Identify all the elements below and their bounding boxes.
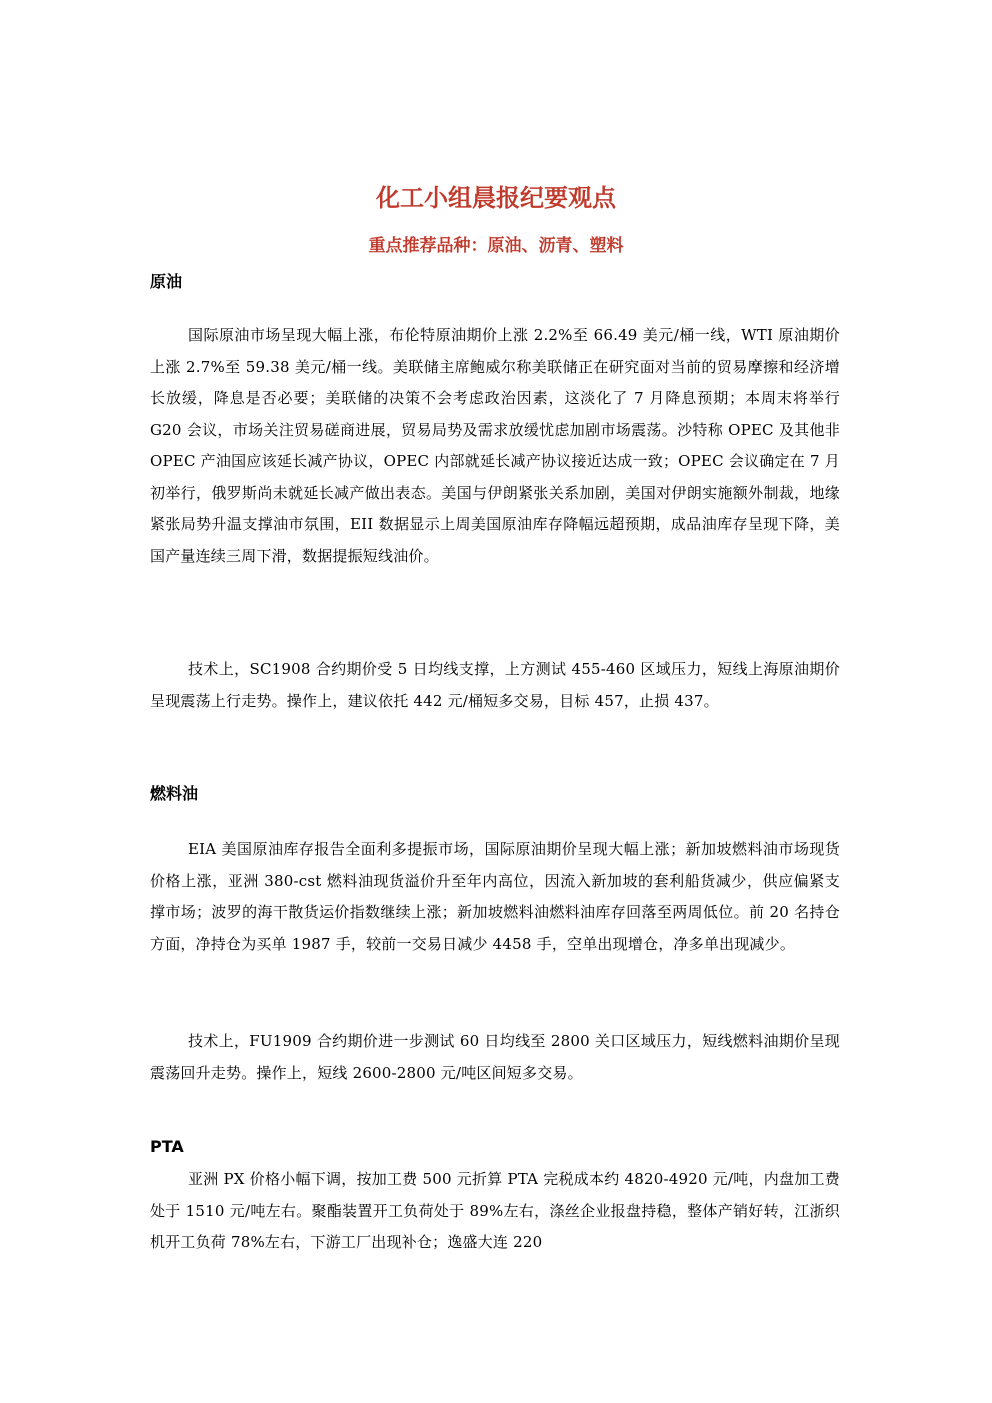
document-subtitle: 重点推荐品种：原油、沥青、塑料: [368, 236, 624, 256]
crude-oil-paragraph-fundamentals: 国际原油市场呈现大幅上涨，布伦特原油期价上涨 2.2%至 66.49 美元/桶一线，WTI 原油期价上涨 2.7%至 59.38 美元/桶一线。美联储主席鲍威尔称美联储正在研究面对当前的贸易摩擦和经济增长放缓，降息是否必要；美联储的决策不会考虑政治因素，这淡化了 7 月降息预期；本周末将举行 G20 会议，市场关注贸易磋商进展，贸易局势及需求放缓忧虑加剧市场震荡。沙特称 OPEC 及其他非 OPEC 产油国应该延长减产协议，OPEC 内部就延长减产协议接近达成一致；OPEC 会议确定在 7 月初举行，俄罗斯尚未就延长减产做出表态。美国与伊朗紧张关系加剧，美国对伊朗实施额外制裁，地缘紧张局势升温支撑油市氛围，EII 数据显示上周美国原油库存降幅远超预期，成品油库存呈现下降，美国产量连续三周下滑，数据提振短线油价。: [150, 326, 840, 565]
crude-oil-paragraph-technical: 技术上，SC1908 合约期价受 5 日均线支撑，上方测试 455-460 区域压力，短线上海原油期价呈现震荡上行走势。操作上，建议依托 442 元/桶短多交易，目标 457，止损 437。: [150, 660, 840, 710]
section-heading-pta: PTA: [150, 1137, 184, 1156]
pta-paragraph-fundamentals: 亚洲 PX 价格小幅下调，按加工费 500 元折算 PTA 完税成本约 4820-4920 元/吨，内盘加工费处于 1510 元/吨左右。聚酯装置开工负荷处于 89%左右，涤丝企业报盘持稳，整体产销好转，江浙织机开工负荷 78%左右，下游工厂出现补仓；逸盛大连 220: [150, 1170, 840, 1251]
fuel-oil-paragraph-fundamentals: EIA 美国原油库存报告全面利多提振市场，国际原油期价呈现大幅上涨；新加坡燃料油市场现货价格上涨，亚洲 380-cst 燃料油现货溢价升至年内高位，因流入新加坡的套利船货减少，供应偏紧支撑市场；波罗的海干散货运价指数继续上涨；新加坡燃料油燃料油库存回落至两周低位。前 20 名持仓方面，净持仓为买单 1987 手，较前一交易日减少 4458 手，空单出现增仓，净多单出现减少。: [150, 840, 840, 953]
fuel-oil-paragraph-technical: 技术上，FU1909 合约期价进一步测试 60 日均线至 2800 关口区域压力，短线燃料油期价呈现震荡回升走势。操作上，短线 2600-2800 元/吨区间短多交易。: [150, 1032, 840, 1082]
section-heading-crude-oil: 原油: [150, 272, 183, 291]
section-heading-fuel-oil: 燃料油: [150, 784, 199, 803]
document-title: 化工小组晨报纪要观点: [376, 184, 616, 212]
